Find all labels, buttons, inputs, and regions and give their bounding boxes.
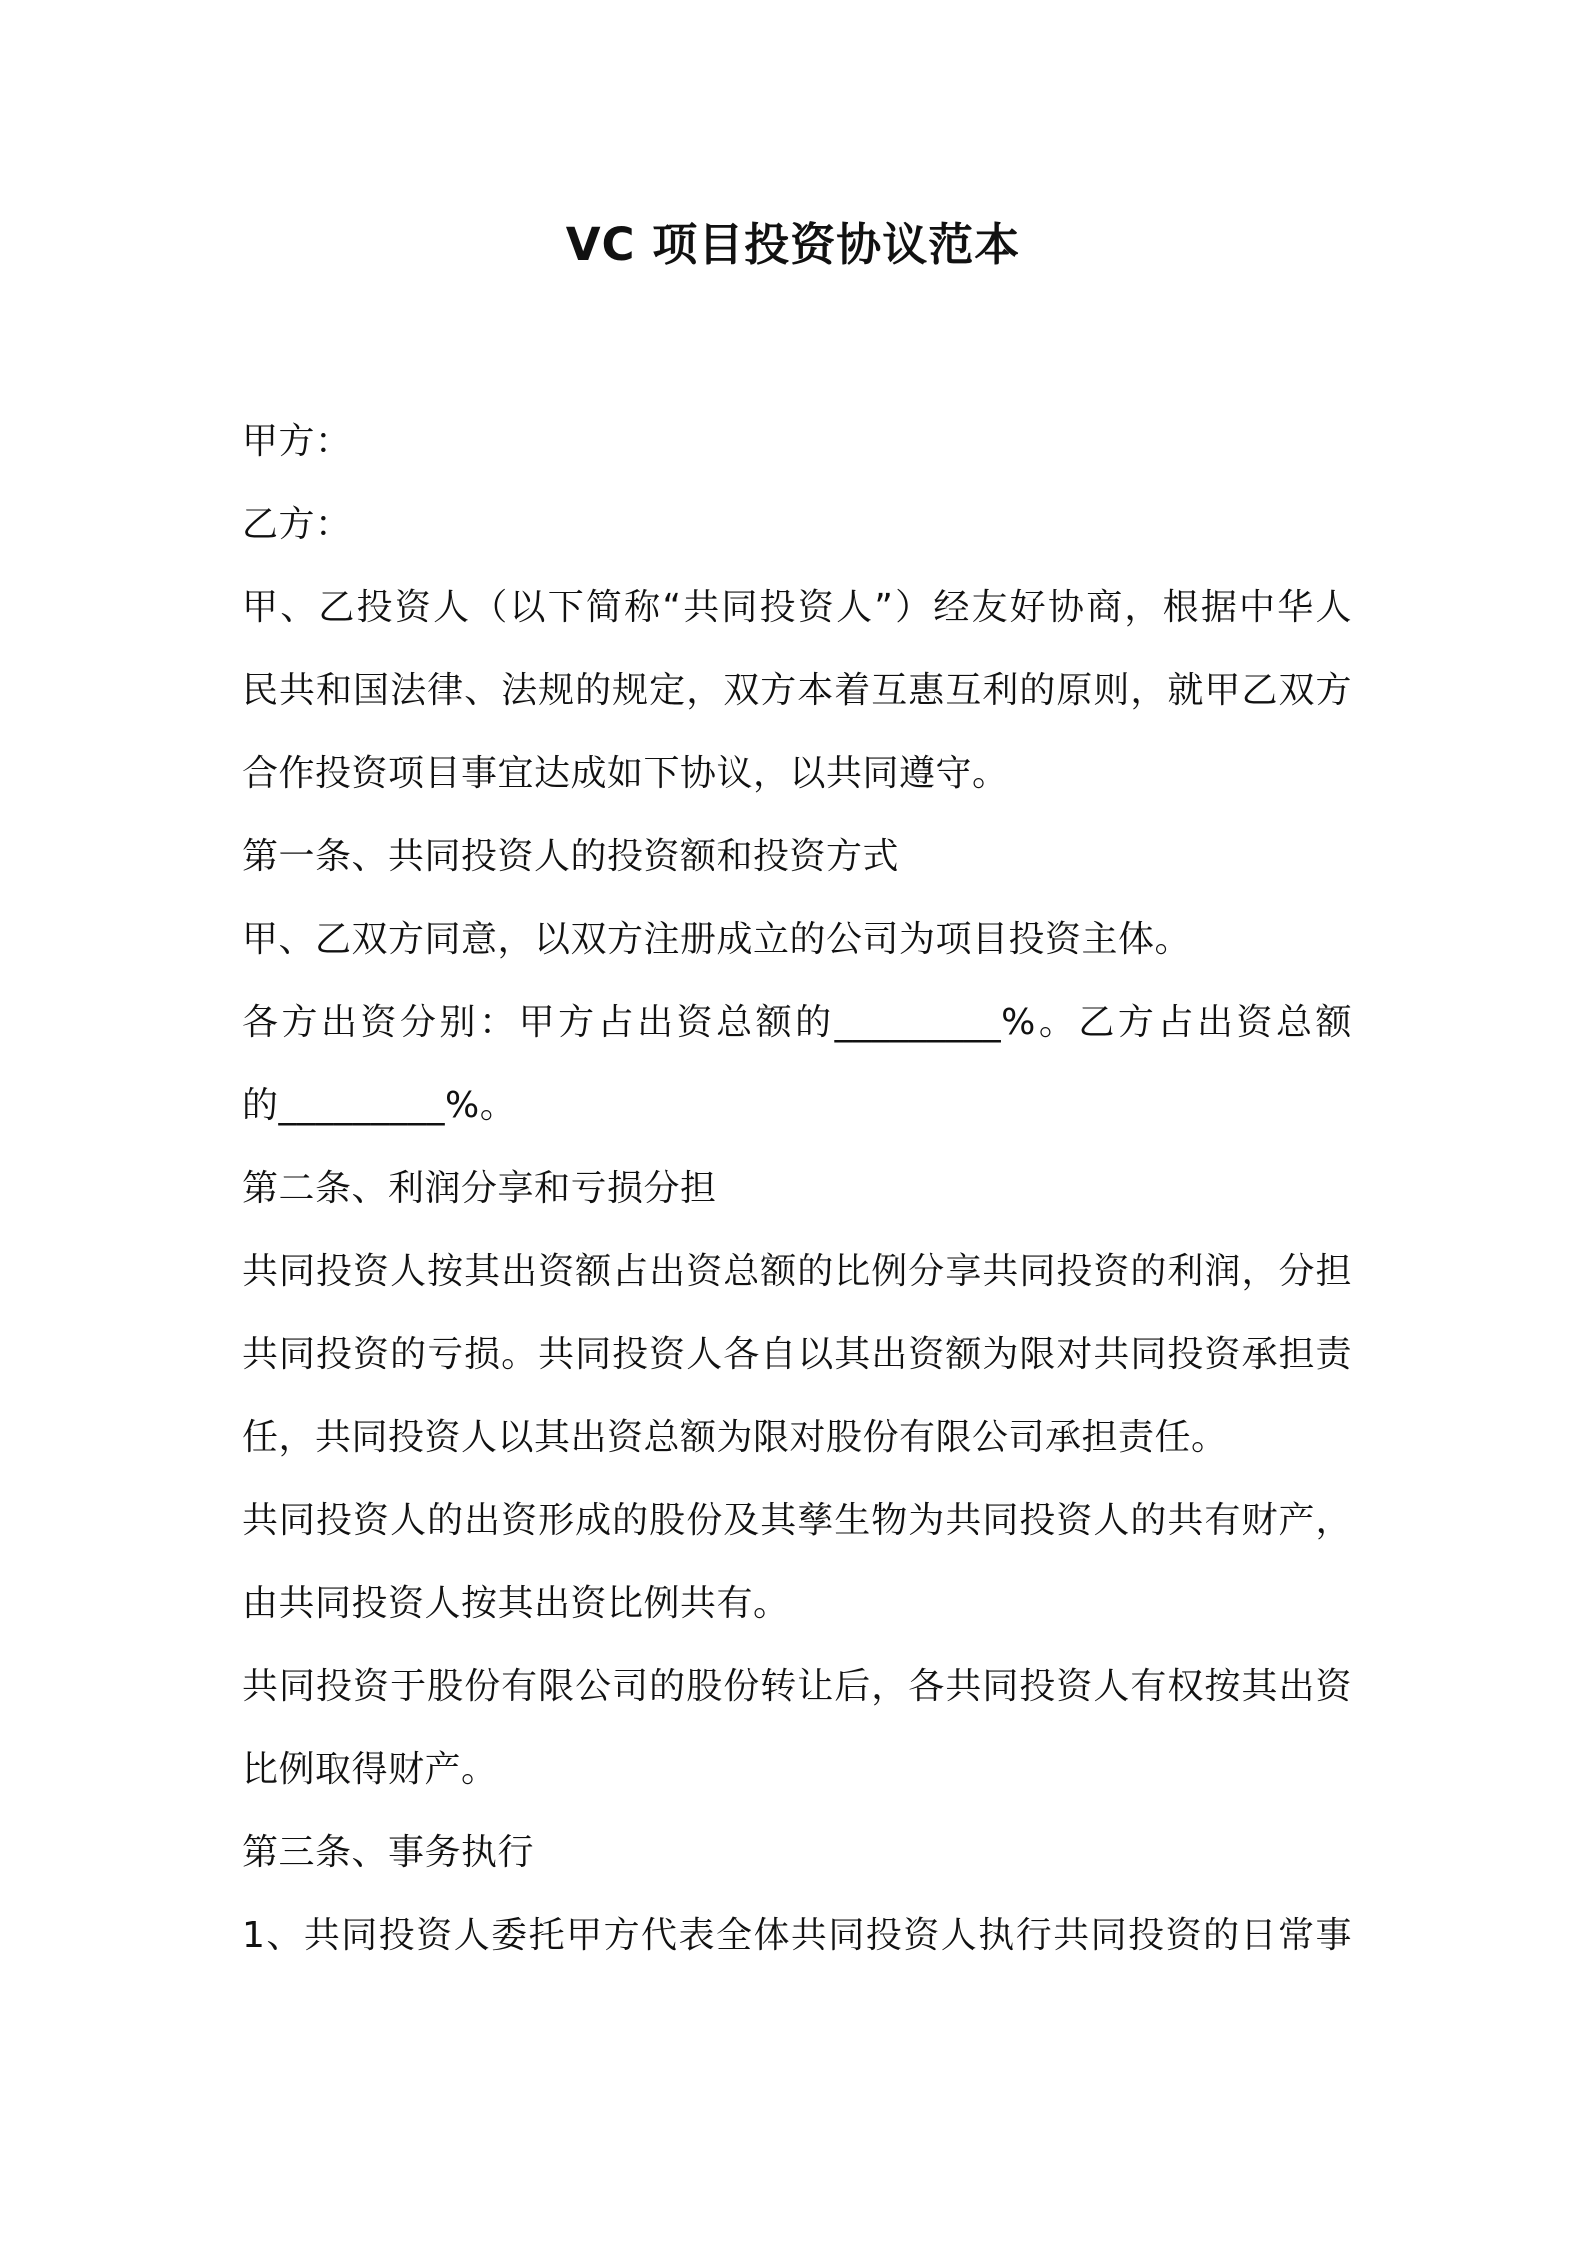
document-title: VC 项目投资协议范本 xyxy=(565,218,1021,271)
document-line: 合作投资项目事宜达成如下协议，以共同遵守。 xyxy=(242,753,1009,794)
document-line: 各方出资分别：甲方占出资总额的_________%。乙方占出资总额 xyxy=(242,1002,1352,1043)
document-line: 比例取得财产。 xyxy=(242,1749,498,1790)
document-line: 乙方： xyxy=(242,504,352,545)
document-line: 共同投资的亏损。共同投资人各自以其出资额为限对共同投资承担责 xyxy=(242,1334,1352,1375)
document-line: 第一条、共同投资人的投资额和投资方式 xyxy=(242,836,900,877)
document-body xyxy=(242,400,1352,1977)
document-line: 任，共同投资人以其出资总额为限对股份有限公司承担责任。 xyxy=(242,1417,1228,1458)
document-line: 由共同投资人按其出资比例共有。 xyxy=(242,1583,790,1624)
document-line: 第二条、利润分享和亏损分担 xyxy=(242,1168,717,1209)
document-line: 共同投资人按其出资额占出资总额的比例分享共同投资的利润，分担 xyxy=(242,1251,1352,1292)
document-line: 第三条、事务执行 xyxy=(242,1832,535,1873)
document-line: 甲、乙双方同意，以双方注册成立的公司为项目投资主体。 xyxy=(242,919,1192,960)
document-line: 共同投资于股份有限公司的股份转让后，各共同投资人有权按其出资 xyxy=(242,1666,1352,1707)
document-line: 甲、乙投资人（以下简称“共同投资人”）经友好协商，根据中华人 xyxy=(242,587,1352,628)
document-line: 甲方： xyxy=(242,421,352,462)
document-line: 民共和国法律、法规的规定，双方本着互惠互利的原则，就甲乙双方 xyxy=(242,670,1352,711)
document-line: 的_________%。 xyxy=(242,1085,517,1126)
document-line: 共同投资人的出资形成的股份及其孳生物为共同投资人的共有财产， xyxy=(242,1500,1352,1541)
document-line: 1、共同投资人委托甲方代表全体共同投资人执行共同投资的日常事 xyxy=(242,1915,1352,1956)
